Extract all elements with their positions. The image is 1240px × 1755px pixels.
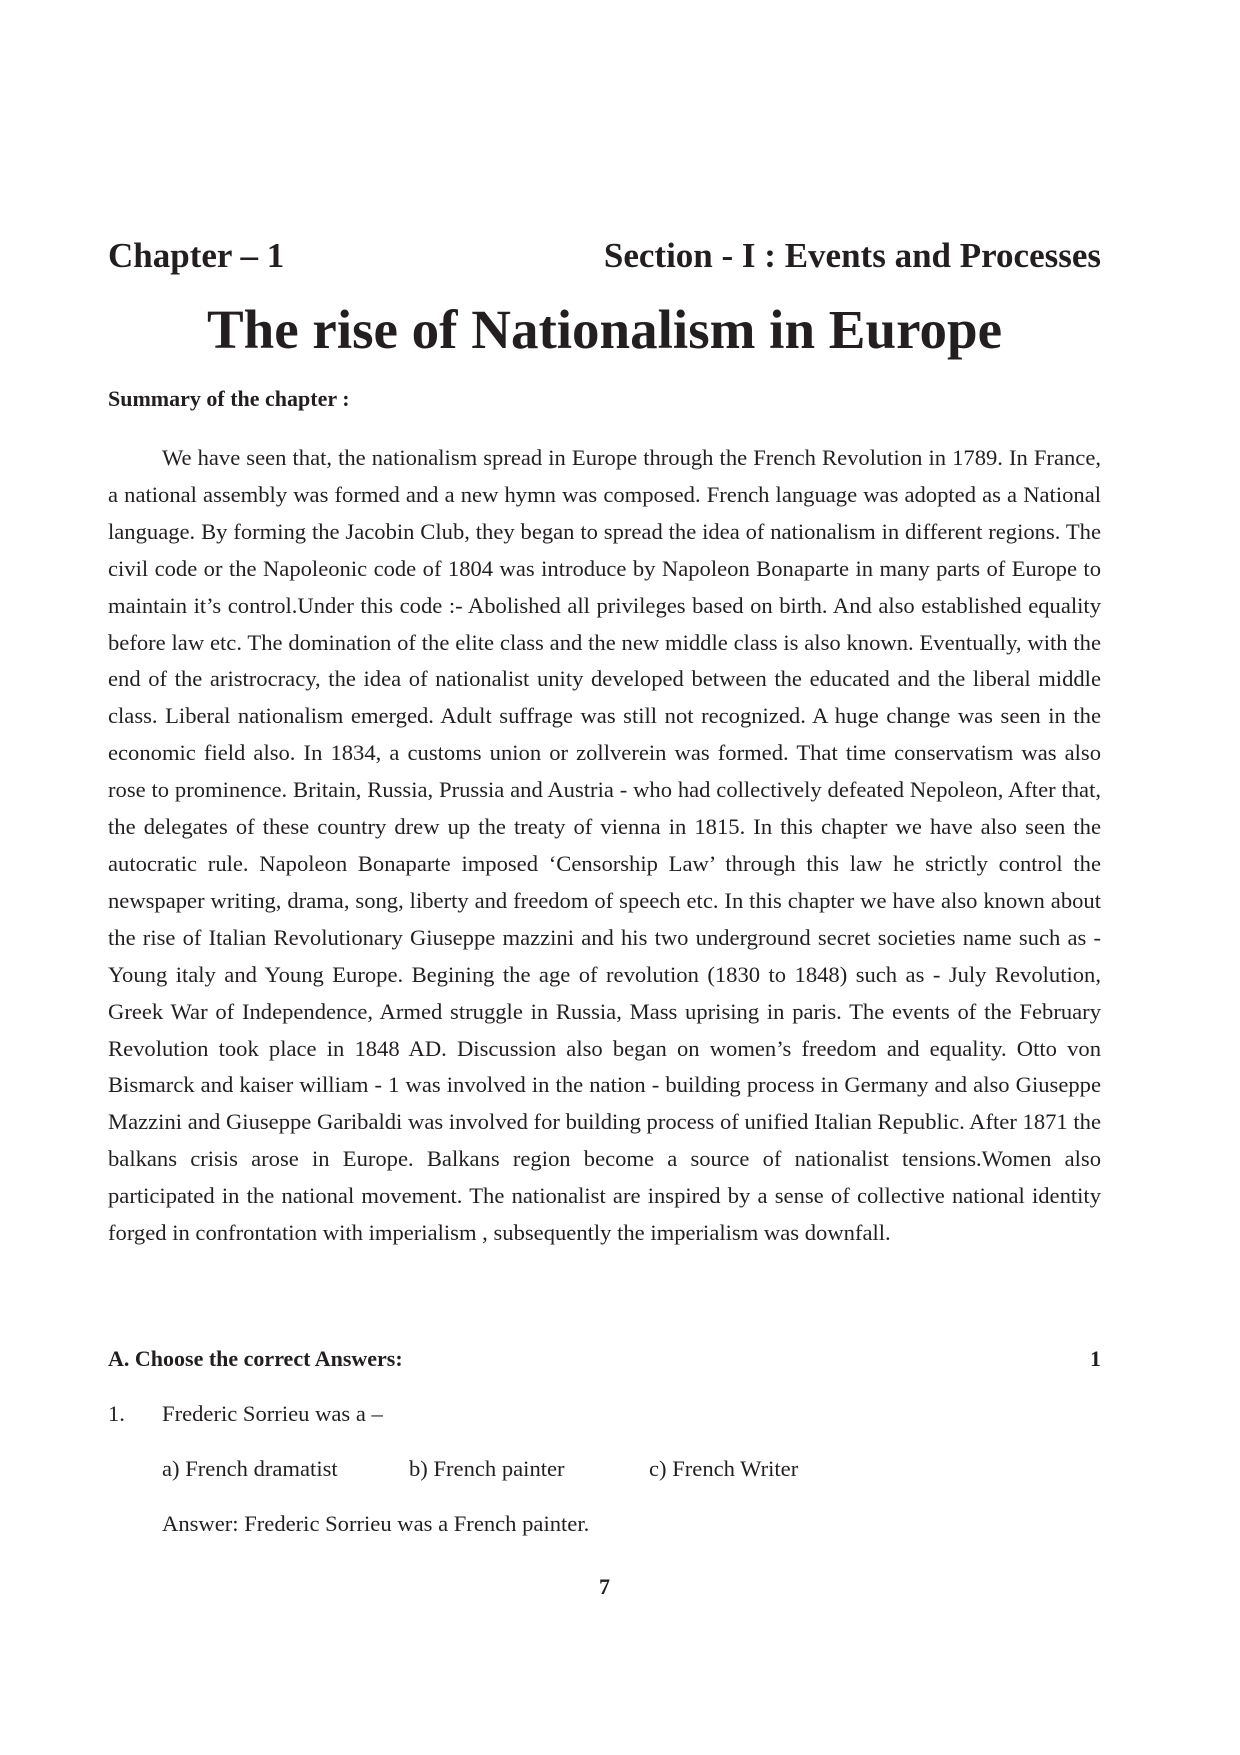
summary-heading: Summary of the chapter : <box>108 386 350 411</box>
section-a-header <box>108 1346 1101 1372</box>
answer-text: Answer: Frederic Sorrieu was a French painter. <box>162 1511 590 1536</box>
option-a: a) French dramatist <box>162 1456 338 1481</box>
question-item <box>108 1401 1101 1427</box>
section-a-heading: A. Choose the correct Answers: <box>108 1346 403 1371</box>
chapter-label: Chapter – 1 <box>108 236 285 275</box>
document-page <box>108 0 1101 1755</box>
option-b: b) French painter <box>409 1456 565 1481</box>
section-label: Section - I : Events and Processes <box>603 236 1101 275</box>
chapter-header <box>108 236 1101 284</box>
summary-paragraph: We have seen that, the nationalism spread in Europe through the French Revolution in 1789. In France, a national assembly was formed and a new hymn was composed. French language was adopted as a National language. By forming the Jacobin Club, they began to spread the idea of nationalism in different regions. The civil code or the Napoleonic code of 1804 was introduce by Napoleon Bonaparte in many parts of Europe to maintain it’s control.Under this code :- Abolished all privileges based on birth. And also established equality before law etc. The domination of the elite class and the new middle class is also known. Eventually, with the end of the aristrocracy, the idea of nationalist unity developed between the educated and the liberal middle class. Liberal nationalism emerged. Adult suffrage was still not recognized. A huge change was seen in the economic field also. In 1834, a customs union or zollverein was formed. That time conservatism was also rose to prominence. Britain, Russia, Prussia and Austria - who had collectively defeated Nepoleon, After that, the delegates of these country drew up the treaty of vienna in 1815. In this chapter we have also seen the autocratic rule. Napoleon Bonaparte imposed ‘Censorship Law’ through this law he strictly control the newspaper writing, drama, song, liberty and freedom of speech etc. In this chapter we have also known about the rise of Italian Revolutionary Giuseppe mazzini and his two underground secret societies name such as - Young italy and Young Europe. Begining the age of revolution (1830 to 1848) such as - July Revolution, Greek War of Independence, Armed struggle in Russia, Mass uprising in paris. The events of the February Revolution took place in 1848 AD. Discussion also began on women’s freedom and equality. Otto von Bismarck and kaiser william - 1 was involved in the nation - building process in Germany and also Giuseppe Mazzini and Giuseppe Garibaldi was involved for building process of unified Italian Republic. After 1871 the balkans crisis arose in Europe. Balkans region become a source of nationalist tensions.Women also participated in the national movement. The nationalist are inspired by a sense of collective national identity forged in confrontation with imperialism , subsequently the imperialism was downfall. <box>108 445 1101 1246</box>
question-options <box>162 1456 798 1482</box>
option-c: c) French Writer <box>649 1456 799 1481</box>
page-number: 7 <box>599 1574 610 1599</box>
question-text: Frederic Sorrieu was a – <box>162 1401 383 1426</box>
page-title: The rise of Nationalism in Europe <box>206 299 1002 360</box>
section-a-marks: 1 <box>1090 1346 1101 1371</box>
question-number: 1. <box>108 1401 125 1426</box>
